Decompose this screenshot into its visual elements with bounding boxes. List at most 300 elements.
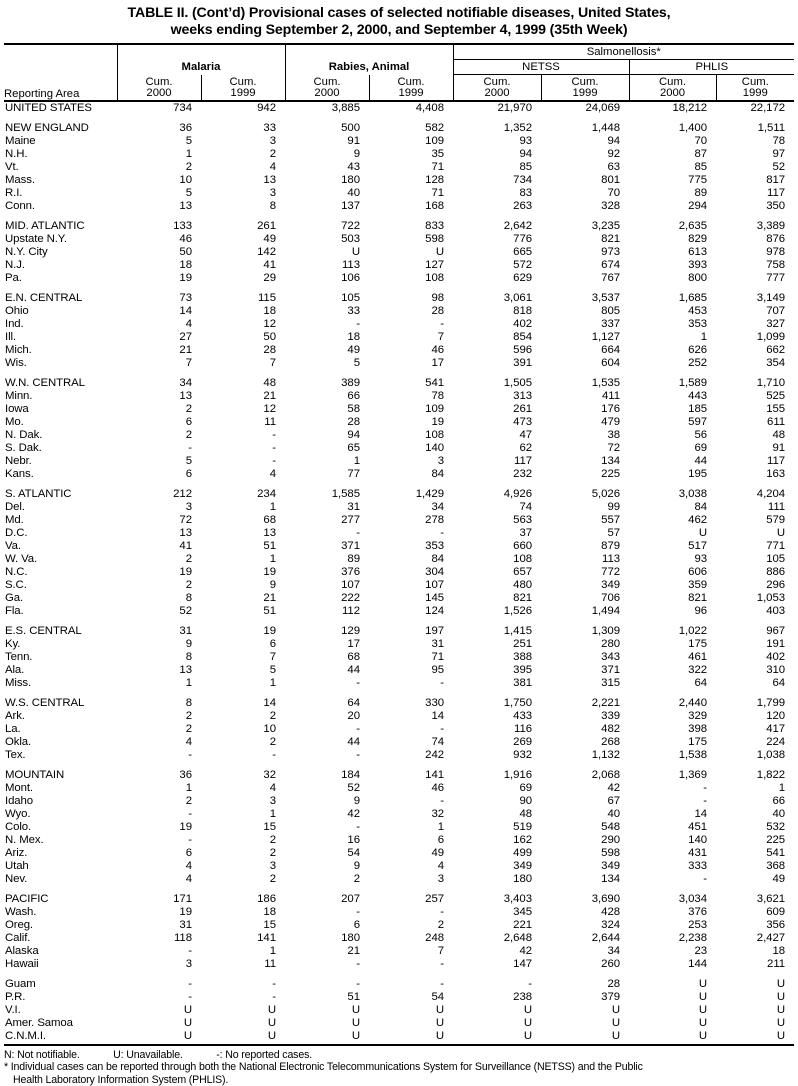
row-value-4: 1,429 [369, 488, 453, 501]
spacer-cell [4, 971, 794, 978]
table-row [4, 736, 794, 749]
row-value-5: 480 [453, 579, 541, 592]
row-value-7: 1,369 [629, 769, 716, 782]
row-value-5: 2,648 [453, 932, 541, 945]
row-area-label: P.R. [4, 991, 117, 1004]
row-area-label: Ala. [4, 664, 117, 677]
row-value-1: 46 [117, 233, 201, 246]
spacer-cell [4, 690, 794, 697]
row-value-2: 142 [201, 246, 285, 259]
row-value-6: 772 [541, 566, 629, 579]
row-value-5: 47 [453, 429, 541, 442]
row-value-2: 942 [201, 101, 285, 115]
row-value-3: 207 [285, 893, 369, 906]
row-value-4: 31 [369, 638, 453, 651]
row-area-label: R.I. [4, 187, 117, 200]
row-value-3: - [285, 677, 369, 690]
row-area-label: E.S. CENTRAL [4, 625, 117, 638]
row-value-1: - [117, 978, 201, 991]
row-value-7: 359 [629, 579, 716, 592]
row-value-6: 2,068 [541, 769, 629, 782]
header-group-malaria-label: Malaria [118, 60, 285, 75]
row-area-label: Tenn. [4, 651, 117, 664]
row-value-1: 4 [117, 873, 201, 886]
row-value-4: 98 [369, 292, 453, 305]
row-value-7: 185 [629, 403, 716, 416]
row-value-1: U [117, 1030, 201, 1043]
row-value-8: 97 [716, 148, 794, 161]
row-value-8: 525 [716, 390, 794, 403]
spacer-cell [4, 481, 794, 488]
table-row [4, 135, 794, 148]
row-value-4: 145 [369, 592, 453, 605]
header-netss-cum-2000 [453, 75, 541, 101]
row-value-6: 706 [541, 592, 629, 605]
table-row [4, 344, 794, 357]
row-value-7: 87 [629, 148, 716, 161]
row-value-1: 3 [117, 501, 201, 514]
row-value-5: 395 [453, 664, 541, 677]
row-value-5: 269 [453, 736, 541, 749]
row-value-2: 8 [201, 200, 285, 213]
row-value-1: 27 [117, 331, 201, 344]
row-value-2: 68 [201, 514, 285, 527]
row-value-2: 28 [201, 344, 285, 357]
row-value-1: 212 [117, 488, 201, 501]
row-area-label: Guam [4, 978, 117, 991]
row-value-4: 46 [369, 344, 453, 357]
row-value-8: 611 [716, 416, 794, 429]
table-row [4, 390, 794, 403]
row-area-label: W.S. CENTRAL [4, 697, 117, 710]
row-value-8: 155 [716, 403, 794, 416]
row-value-4: 14 [369, 710, 453, 723]
row-value-6: 604 [541, 357, 629, 370]
row-value-6: 92 [541, 148, 629, 161]
row-area-label: Wyo. [4, 808, 117, 821]
row-value-1: 8 [117, 697, 201, 710]
row-value-4: 71 [369, 651, 453, 664]
row-value-6: 879 [541, 540, 629, 553]
row-value-2: 48 [201, 377, 285, 390]
row-value-3: 9 [285, 148, 369, 161]
row-value-4: 78 [369, 390, 453, 403]
row-value-3: 722 [285, 220, 369, 233]
row-value-5: 349 [453, 860, 541, 873]
row-value-5: 402 [453, 318, 541, 331]
row-value-4: - [369, 527, 453, 540]
row-value-5: 1,750 [453, 697, 541, 710]
notifiable-diseases-table [4, 43, 794, 1043]
row-value-4: 107 [369, 579, 453, 592]
row-value-3: 65 [285, 442, 369, 455]
row-value-6: 343 [541, 651, 629, 664]
row-value-5: 37 [453, 527, 541, 540]
row-value-8: 49 [716, 873, 794, 886]
row-area-label: Hawaii [4, 958, 117, 971]
row-value-7: 393 [629, 259, 716, 272]
row-value-2: 18 [201, 305, 285, 318]
row-value-3: 49 [285, 344, 369, 357]
row-value-3: 112 [285, 605, 369, 618]
row-value-1: - [117, 808, 201, 821]
table-row [4, 625, 794, 638]
row-value-3: - [285, 318, 369, 331]
row-value-5: 3,061 [453, 292, 541, 305]
row-value-6: 176 [541, 403, 629, 416]
cum-label: Cum. [370, 77, 453, 89]
row-value-5: 1,352 [453, 122, 541, 135]
row-value-7: - [629, 795, 716, 808]
row-value-8: 817 [716, 174, 794, 187]
row-value-3: 105 [285, 292, 369, 305]
row-value-2: 2 [201, 847, 285, 860]
row-value-2: 186 [201, 893, 285, 906]
row-value-1: 73 [117, 292, 201, 305]
page-title-line1: TABLE II. (Cont’d) Provisional cases of selected notifiable diseases, United States, [10, 5, 788, 22]
row-value-1: 2 [117, 579, 201, 592]
table-row [4, 259, 794, 272]
row-value-5: 238 [453, 991, 541, 1004]
table-row [4, 331, 794, 344]
table-row [4, 187, 794, 200]
row-value-2: 21 [201, 592, 285, 605]
row-value-5: 48 [453, 808, 541, 821]
row-value-1: 13 [117, 200, 201, 213]
row-area-label: Mont. [4, 782, 117, 795]
cum-label: Cum. [202, 77, 285, 89]
row-value-3: 77 [285, 468, 369, 481]
row-value-2: 13 [201, 527, 285, 540]
row-value-5: 932 [453, 749, 541, 762]
row-area-label: V.I. [4, 1004, 117, 1017]
row-area-label: N.C. [4, 566, 117, 579]
row-value-7: 140 [629, 834, 716, 847]
row-value-5: 313 [453, 390, 541, 403]
row-value-1: 19 [117, 272, 201, 285]
row-value-2: 33 [201, 122, 285, 135]
row-value-1: 1 [117, 148, 201, 161]
row-area-label: MOUNTAIN [4, 769, 117, 782]
table-row [4, 769, 794, 782]
row-area-label: W.N. CENTRAL [4, 377, 117, 390]
row-value-2: 19 [201, 625, 285, 638]
row-value-4: 598 [369, 233, 453, 246]
row-value-7: 23 [629, 945, 716, 958]
table-row [4, 919, 794, 932]
row-value-7: 93 [629, 553, 716, 566]
row-value-7: 175 [629, 736, 716, 749]
row-value-6: 1,309 [541, 625, 629, 638]
row-area-label: N. Mex. [4, 834, 117, 847]
row-value-1: 4 [117, 318, 201, 331]
row-value-3: 16 [285, 834, 369, 847]
row-value-7: U [629, 978, 716, 991]
row-value-7: 84 [629, 501, 716, 514]
row-value-3: 3,885 [285, 101, 369, 115]
row-value-8: 3,389 [716, 220, 794, 233]
row-area-label: S.C. [4, 579, 117, 592]
row-value-4: - [369, 978, 453, 991]
row-value-7: 376 [629, 906, 716, 919]
row-value-6: 134 [541, 873, 629, 886]
row-value-7: 431 [629, 847, 716, 860]
row-value-7: 70 [629, 135, 716, 148]
row-area-label: NEW ENGLAND [4, 122, 117, 135]
row-value-3: 20 [285, 710, 369, 723]
row-value-4: 330 [369, 697, 453, 710]
row-value-1: 5 [117, 455, 201, 468]
row-value-7: 1,400 [629, 122, 716, 135]
row-value-5: 62 [453, 442, 541, 455]
row-area-label: Mich. [4, 344, 117, 357]
row-value-6: 113 [541, 553, 629, 566]
row-value-7: 398 [629, 723, 716, 736]
row-value-7: 253 [629, 919, 716, 932]
row-value-2: U [201, 1017, 285, 1030]
row-value-6: 63 [541, 161, 629, 174]
row-value-1: - [117, 442, 201, 455]
row-value-3: - [285, 958, 369, 971]
row-value-2: 14 [201, 697, 285, 710]
page-title [4, 0, 794, 43]
row-value-7: 353 [629, 318, 716, 331]
row-value-5: 391 [453, 357, 541, 370]
row-area-label: E.N. CENTRAL [4, 292, 117, 305]
row-value-4: 257 [369, 893, 453, 906]
row-value-8: U [716, 1004, 794, 1017]
row-value-4: 71 [369, 161, 453, 174]
footnotes [4, 1046, 794, 1086]
row-value-3: 28 [285, 416, 369, 429]
row-value-7: 294 [629, 200, 716, 213]
cum-label: Cum. [717, 77, 795, 89]
row-value-5: 4,926 [453, 488, 541, 501]
row-value-5: 473 [453, 416, 541, 429]
row-value-2: 12 [201, 403, 285, 416]
row-value-4: 141 [369, 769, 453, 782]
row-value-5: 381 [453, 677, 541, 690]
row-area-label: Wash. [4, 906, 117, 919]
row-value-2: U [201, 1030, 285, 1043]
row-value-7: 775 [629, 174, 716, 187]
row-value-3: 113 [285, 259, 369, 272]
row-value-2: 2 [201, 736, 285, 749]
row-value-4: - [369, 795, 453, 808]
row-value-4: 124 [369, 605, 453, 618]
row-value-7: 252 [629, 357, 716, 370]
row-value-1: 3 [117, 958, 201, 971]
header-group-rabies [285, 44, 453, 75]
table-row-spacer [4, 886, 794, 893]
row-area-label: Calif. [4, 932, 117, 945]
spacer-cell [4, 762, 794, 769]
row-value-2: 9 [201, 579, 285, 592]
row-value-7: 144 [629, 958, 716, 971]
row-value-6: 339 [541, 710, 629, 723]
row-area-label: Ill. [4, 331, 117, 344]
row-value-8: 224 [716, 736, 794, 749]
cum-year: 2000 [286, 88, 369, 100]
table-row [4, 488, 794, 501]
row-value-2: 19 [201, 566, 285, 579]
row-value-2: - [201, 991, 285, 1004]
row-value-3: - [285, 723, 369, 736]
row-value-1: 6 [117, 416, 201, 429]
row-value-3: - [285, 978, 369, 991]
row-value-2: 3 [201, 135, 285, 148]
row-value-3: 44 [285, 664, 369, 677]
row-value-6: 1,127 [541, 331, 629, 344]
row-value-6: 973 [541, 246, 629, 259]
table-row-spacer [4, 285, 794, 292]
table-row [4, 514, 794, 527]
footnote-legend: N: Not notifiable. U: Unavailable. -: No reported cases. [4, 1049, 794, 1062]
row-value-3: 1,585 [285, 488, 369, 501]
table-row [4, 403, 794, 416]
row-value-6: 482 [541, 723, 629, 736]
row-value-4: 248 [369, 932, 453, 945]
spacer-cell [4, 618, 794, 625]
row-value-4: 128 [369, 174, 453, 187]
row-value-3: - [285, 527, 369, 540]
row-value-6: U [541, 1017, 629, 1030]
header-group-rabies-label: Rabies, Animal [286, 60, 453, 75]
row-value-7: 613 [629, 246, 716, 259]
row-area-label: Conn. [4, 200, 117, 213]
row-value-8: 758 [716, 259, 794, 272]
table-row-spacer [4, 213, 794, 220]
row-value-8: 91 [716, 442, 794, 455]
row-value-6: 2,644 [541, 932, 629, 945]
row-value-7: U [629, 1017, 716, 1030]
row-value-1: 2 [117, 553, 201, 566]
row-value-6: 67 [541, 795, 629, 808]
row-area-label: Vt. [4, 161, 117, 174]
row-value-4: 46 [369, 782, 453, 795]
row-value-7: 829 [629, 233, 716, 246]
row-value-8: 111 [716, 501, 794, 514]
row-value-5: 499 [453, 847, 541, 860]
row-value-5: 818 [453, 305, 541, 318]
table-row [4, 566, 794, 579]
row-value-5: 162 [453, 834, 541, 847]
header-malaria-cum-1999 [201, 75, 285, 101]
row-value-2: 13 [201, 174, 285, 187]
row-value-1: 2 [117, 710, 201, 723]
row-value-8: 1,099 [716, 331, 794, 344]
row-value-3: 129 [285, 625, 369, 638]
row-value-2: - [201, 978, 285, 991]
row-value-6: 268 [541, 736, 629, 749]
table-row [4, 697, 794, 710]
table-row [4, 148, 794, 161]
row-value-7: 3,038 [629, 488, 716, 501]
row-value-6: 1,494 [541, 605, 629, 618]
row-value-5: 776 [453, 233, 541, 246]
row-value-1: 52 [117, 605, 201, 618]
row-area-label: N.J. [4, 259, 117, 272]
table-row [4, 442, 794, 455]
row-value-3: 64 [285, 697, 369, 710]
row-value-4: 109 [369, 135, 453, 148]
header-netss-cum-1999 [541, 75, 629, 101]
row-value-3: 2 [285, 873, 369, 886]
row-value-7: 1 [629, 331, 716, 344]
row-value-2: - [201, 442, 285, 455]
table-row [4, 233, 794, 246]
row-value-3: 89 [285, 553, 369, 566]
header-phlis-cum-2000 [629, 75, 716, 101]
spacer-cell [4, 115, 794, 122]
row-value-2: 6 [201, 638, 285, 651]
row-value-5: 1,526 [453, 605, 541, 618]
row-area-label: Nev. [4, 873, 117, 886]
row-value-2: 3 [201, 187, 285, 200]
row-value-7: U [629, 991, 716, 1004]
table-row [4, 377, 794, 390]
table-row [4, 292, 794, 305]
row-value-4: 582 [369, 122, 453, 135]
row-area-label: C.N.M.I. [4, 1030, 117, 1043]
row-value-7: 195 [629, 468, 716, 481]
table-row [4, 991, 794, 1004]
row-value-5: 854 [453, 331, 541, 344]
row-area-label: Okla. [4, 736, 117, 749]
row-value-6: 290 [541, 834, 629, 847]
row-value-2: 3 [201, 795, 285, 808]
row-value-5: 3,403 [453, 893, 541, 906]
row-value-2: 18 [201, 906, 285, 919]
row-area-label: Md. [4, 514, 117, 527]
spacer-cell [4, 213, 794, 220]
row-area-label: Pa. [4, 272, 117, 285]
table-header [4, 44, 794, 101]
cum-year: 2000 [454, 88, 541, 100]
row-value-8: 52 [716, 161, 794, 174]
row-value-8: 978 [716, 246, 794, 259]
page-title-line2: weeks ending September 2, 2000, and September 4, 1999 (35th Week) [10, 22, 788, 39]
row-value-1: 2 [117, 403, 201, 416]
row-area-label: Ind. [4, 318, 117, 331]
row-value-8: 3,149 [716, 292, 794, 305]
row-value-7: 461 [629, 651, 716, 664]
row-value-8: 609 [716, 906, 794, 919]
row-value-8: 4,204 [716, 488, 794, 501]
row-value-4: 84 [369, 468, 453, 481]
row-area-label: Utah [4, 860, 117, 873]
row-area-label: Upstate N.Y. [4, 233, 117, 246]
row-value-5: 85 [453, 161, 541, 174]
row-value-3: 9 [285, 795, 369, 808]
footnote-salmonellosis-2: Health Laboratory Information System (PHLIS). [4, 1074, 794, 1086]
row-value-8: 225 [716, 834, 794, 847]
row-value-4: 127 [369, 259, 453, 272]
row-value-5: 657 [453, 566, 541, 579]
row-value-6: 24,069 [541, 101, 629, 115]
row-area-label: Minn. [4, 390, 117, 403]
row-value-6: 664 [541, 344, 629, 357]
row-value-5: 563 [453, 514, 541, 527]
row-value-7: 2,635 [629, 220, 716, 233]
row-value-3: 42 [285, 808, 369, 821]
row-value-3: 51 [285, 991, 369, 1004]
table-row [4, 416, 794, 429]
row-area-label: Oreg. [4, 919, 117, 932]
row-value-3: U [285, 1030, 369, 1043]
row-area-label: Wis. [4, 357, 117, 370]
row-area-label: Ga. [4, 592, 117, 605]
